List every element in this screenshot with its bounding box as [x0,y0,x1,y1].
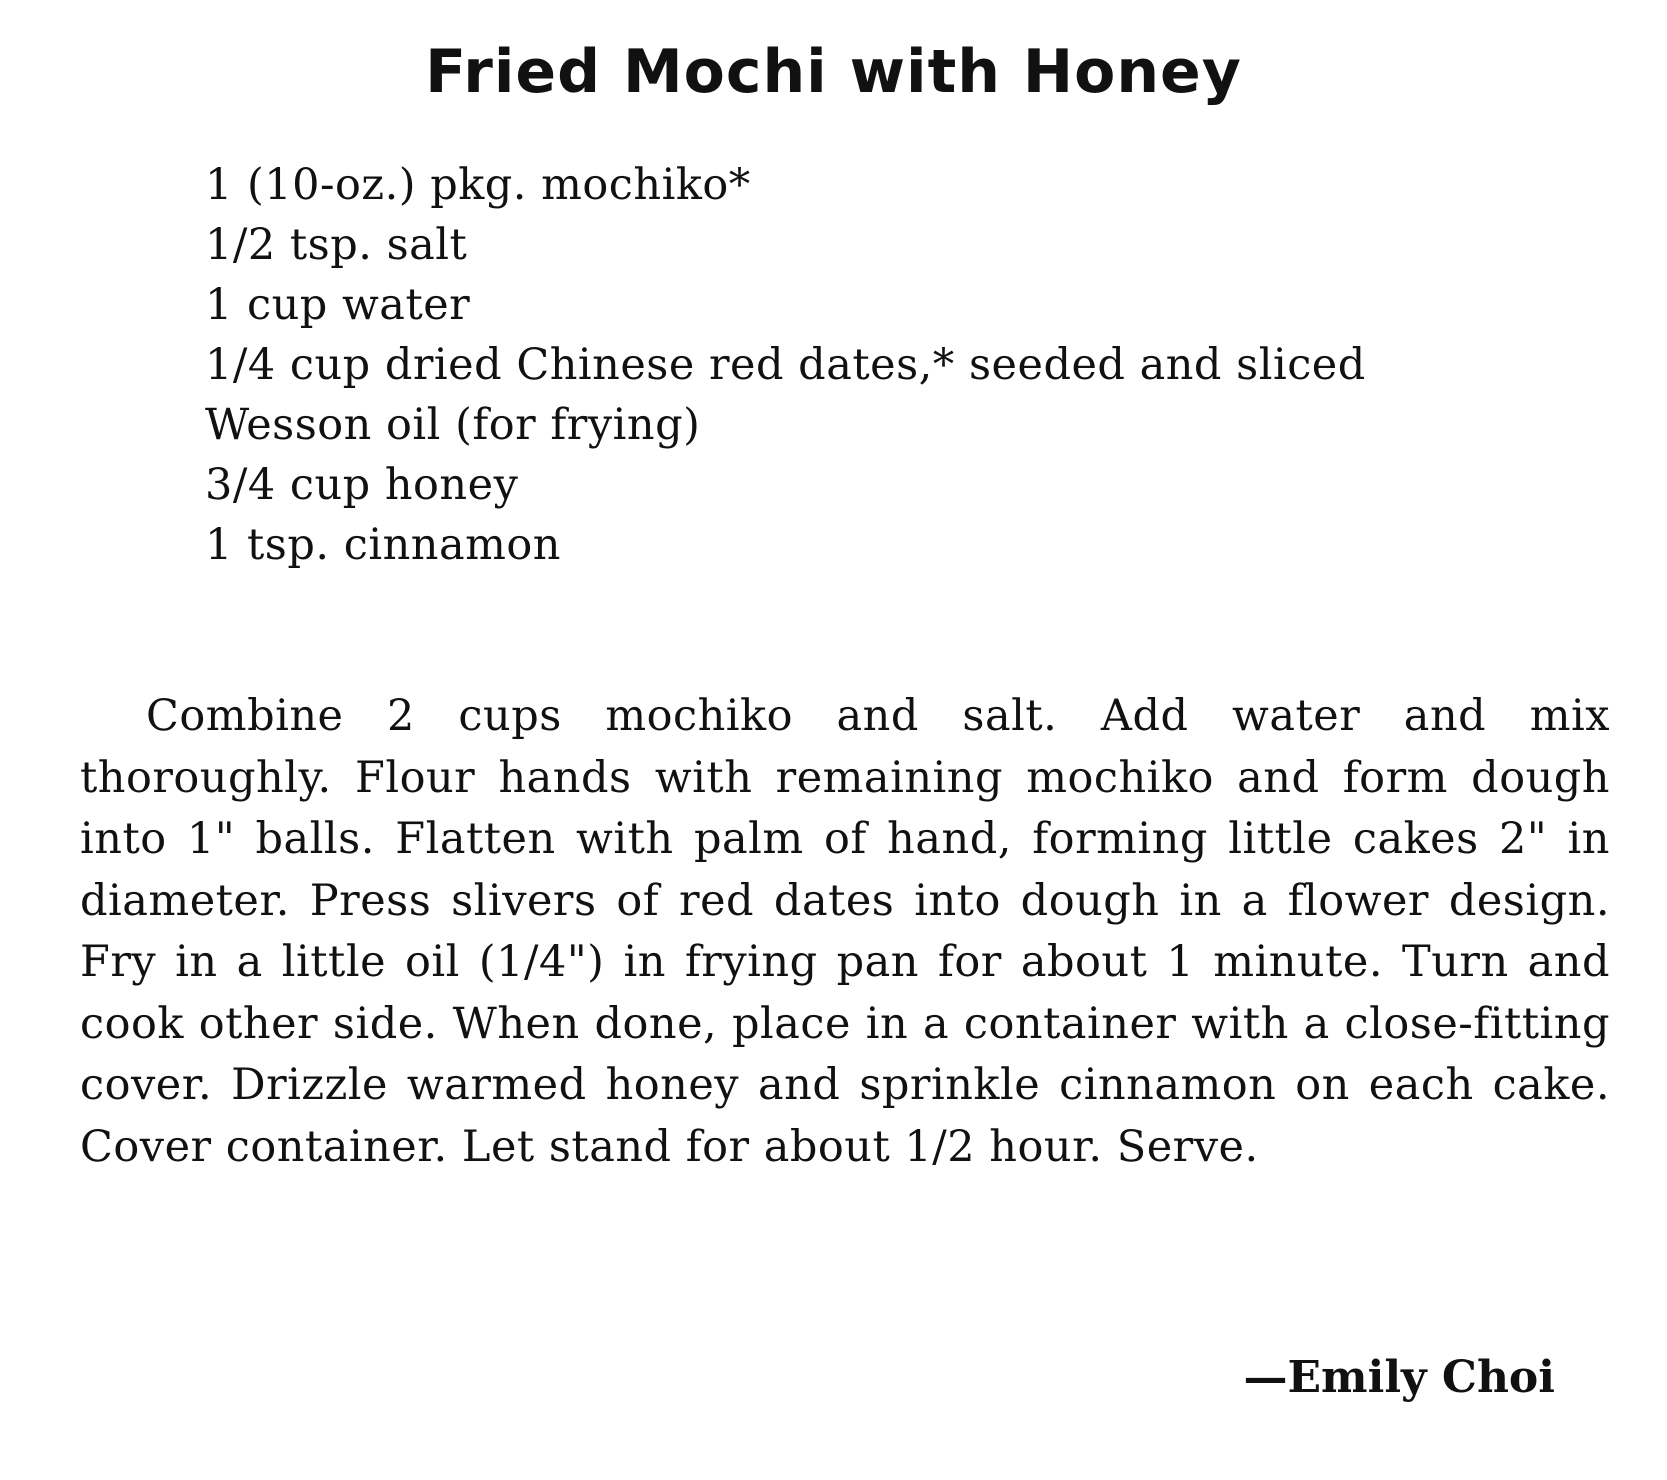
ingredient-item: 3/4 cup honey [205,460,519,510]
recipe-title: Fried Mochi with Honey [425,37,1242,107]
recipe-author: —Emily Choi [1243,1352,1555,1403]
method-paragraph: Combine 2 cups mochiko and salt. Add water and mix thoroughly. Flour hands with remaining mochiko and form dough into 1" balls. Flatten with palm of hand, forming little cakes 2" in diameter. Press slivers of red dates into dough in a flower design. Fry in a little oil (1/4") in frying pan for about 1 minute. Turn and cook other side. When done, place in a container with a close-fitting cover. Drizzle warmed honey and sprinkle cinnamon on each cake. Cover container. Let stand for about 1/2 hour. Serve. [80,691,1610,1172]
ingredient-item: 1/2 tsp. salt [205,220,468,270]
ingredient-item: 1/4 cup dried Chinese red dates,* seeded and sliced [205,340,1366,390]
ingredient-list [205,155,1505,575]
ingredient-item: Wesson oil (for frying) [205,400,701,450]
ingredient-item: 1 (10-oz.) pkg. mochiko* [205,160,751,210]
ingredient-item: 1 tsp. cinnamon [205,520,561,570]
ingredient-item: 1 cup water [205,280,471,330]
